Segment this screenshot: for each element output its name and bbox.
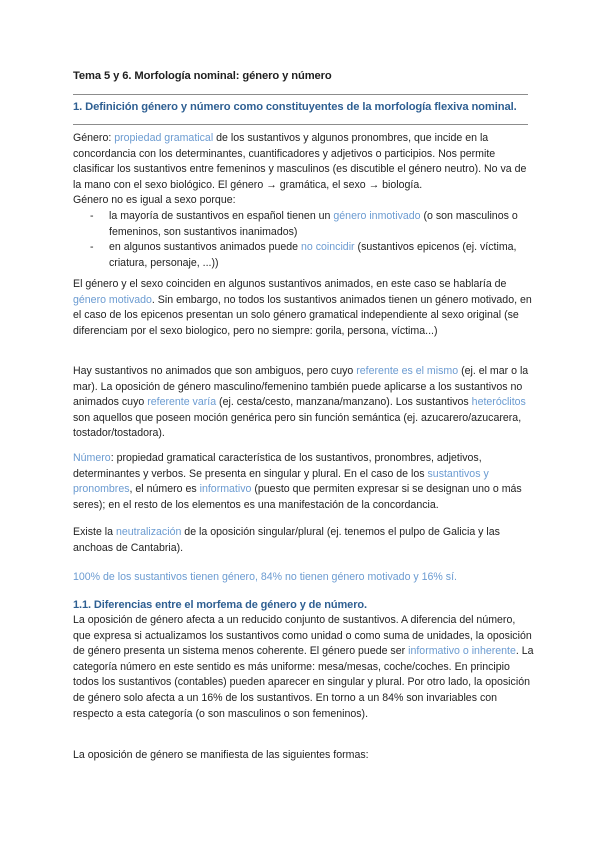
term-informativo: informativo (199, 483, 252, 496)
paragraph-formas: La oposición de género se manifiesta de las siguientes formas: (73, 749, 369, 761)
paragraph-neutralizacion: Existe la neutralización de la oposición singular/plural (ej. tenemos el pulpo de Galicia y las anchoas de Cantabria). (73, 526, 500, 554)
term-sustantivos-pronombres: sustantivos y pronombres (73, 467, 489, 496)
paragraph-estadistica: 100% de los sustantivos tienen género, 84% no tienen género motivado y 16% sí. (73, 571, 457, 583)
list-item: - en algunos sustantivos animados puede no coincidir (sustantivos epicenos (ej. víctima, criatura, personaje, ...)) (90, 241, 517, 269)
paragraph-diferencias: La oposición de género afecta a un reducido conjunto de sustantivos. A diferencia del número, que expresa si actualizamos los sustantivos como unidad o como suma de unidades, la oposición de género presenta un sistema menos coherente. El género puede ser informativo o inherente. La categoría número en este sentido es más uniforme: mesa/mesas, coche/coches. En principio todos los sustantivos (contables) pueden aparecer en singular y plural. Por otro lado, la oposición de género solo afecta a un 16% de los sustantivos. En torno a un 84% son invariables con respecto a esta categoría (o son masculinos o son femeninos). (73, 614, 534, 720)
bullet-list (73, 209, 535, 271)
divider-heading (73, 124, 528, 125)
term-no-coincidir: no coincidir (301, 241, 355, 254)
term-heteroclitos: heteróclitos (471, 396, 526, 409)
paragraph-genero: Género: propiedad gramatical de los sustantivos y algunos pronombres, que incide en la concordancia con los determinantes, cuantificadores y adjetivos o participios. Nos permite clasificar los sustantivos entre femeninos y masculinos (es discutible el género neutro). No va de la mano con el sexo biológico. El género → gramática, el sexo → biología. Género no es igual a sexo porque: (73, 132, 527, 207)
document-title: Tema 5 y 6. Morfología nominal: género y número (73, 70, 332, 82)
section-heading-1: 1. Definición género y número como constituyentes de la morfología flexiva nominal. (73, 101, 517, 113)
paragraph-intro-list: Género no es igual a sexo porque: (73, 194, 236, 207)
term-referente-varia: referente varía (147, 396, 217, 409)
term-genero-motivado: género motivado (73, 293, 152, 306)
paragraph-numero: Número: propiedad gramatical característica de los sustantivos, pronombres, adjetivos, determinantes y verbos. Se presenta en singular y plural. En el caso de los sustantivos y pronombres, el número es informativo (puesto que permiten expresar si se designan uno o más seres); en el resto de los elementos es una manifestación de la concordancia. (73, 452, 522, 511)
paragraph-genero-motivado: El género y el sexo coinciden en algunos sustantivos animados, en este caso se hablaría de género motivado. Sin embargo, no todos los sustantivos animados tienen un género motivado, en el caso de los epicenos presentan un solo género gramatical independiente al sexo original (se diferenciam por el sexo biologico, pero no siempre: gorila, persona, víctima...) (73, 278, 532, 337)
divider-top (73, 94, 528, 95)
term-referente-mismo: referente es el mismo (356, 365, 459, 377)
term-numero: Número (73, 452, 111, 464)
section-heading-1-1: 1.1. Diferencias entre el morfema de género y de número. (73, 599, 367, 611)
term-propiedad-gramatical: propiedad gramatical (114, 132, 214, 144)
term-genero-inmotivado: género inmotivado (333, 210, 421, 222)
term-informativo-inherente: informativo o inherente (408, 645, 516, 658)
term-neutralizacion: neutralización (115, 526, 182, 538)
paragraph-ambiguos: Hay sustantivos no animados que son ambiguos, pero cuyo referente es el mismo (ej. el mar o la mar). La oposición de género masculino/femenino también puede aplicarse a los sustantivos no animados cuyo referente varía (ej. cesta/cesto, manzana/manzano). Los sustantivos heteróclitos son aquellos que poseen moción genérica pero sin función semántica (ej. azucarero/azucarera, tostador/tostadora). (73, 365, 529, 440)
list-item: - la mayoría de sustantivos en español tienen un género inmotivado (o son masculinos o femeninos, son sustantivos inanimados) (90, 210, 518, 238)
